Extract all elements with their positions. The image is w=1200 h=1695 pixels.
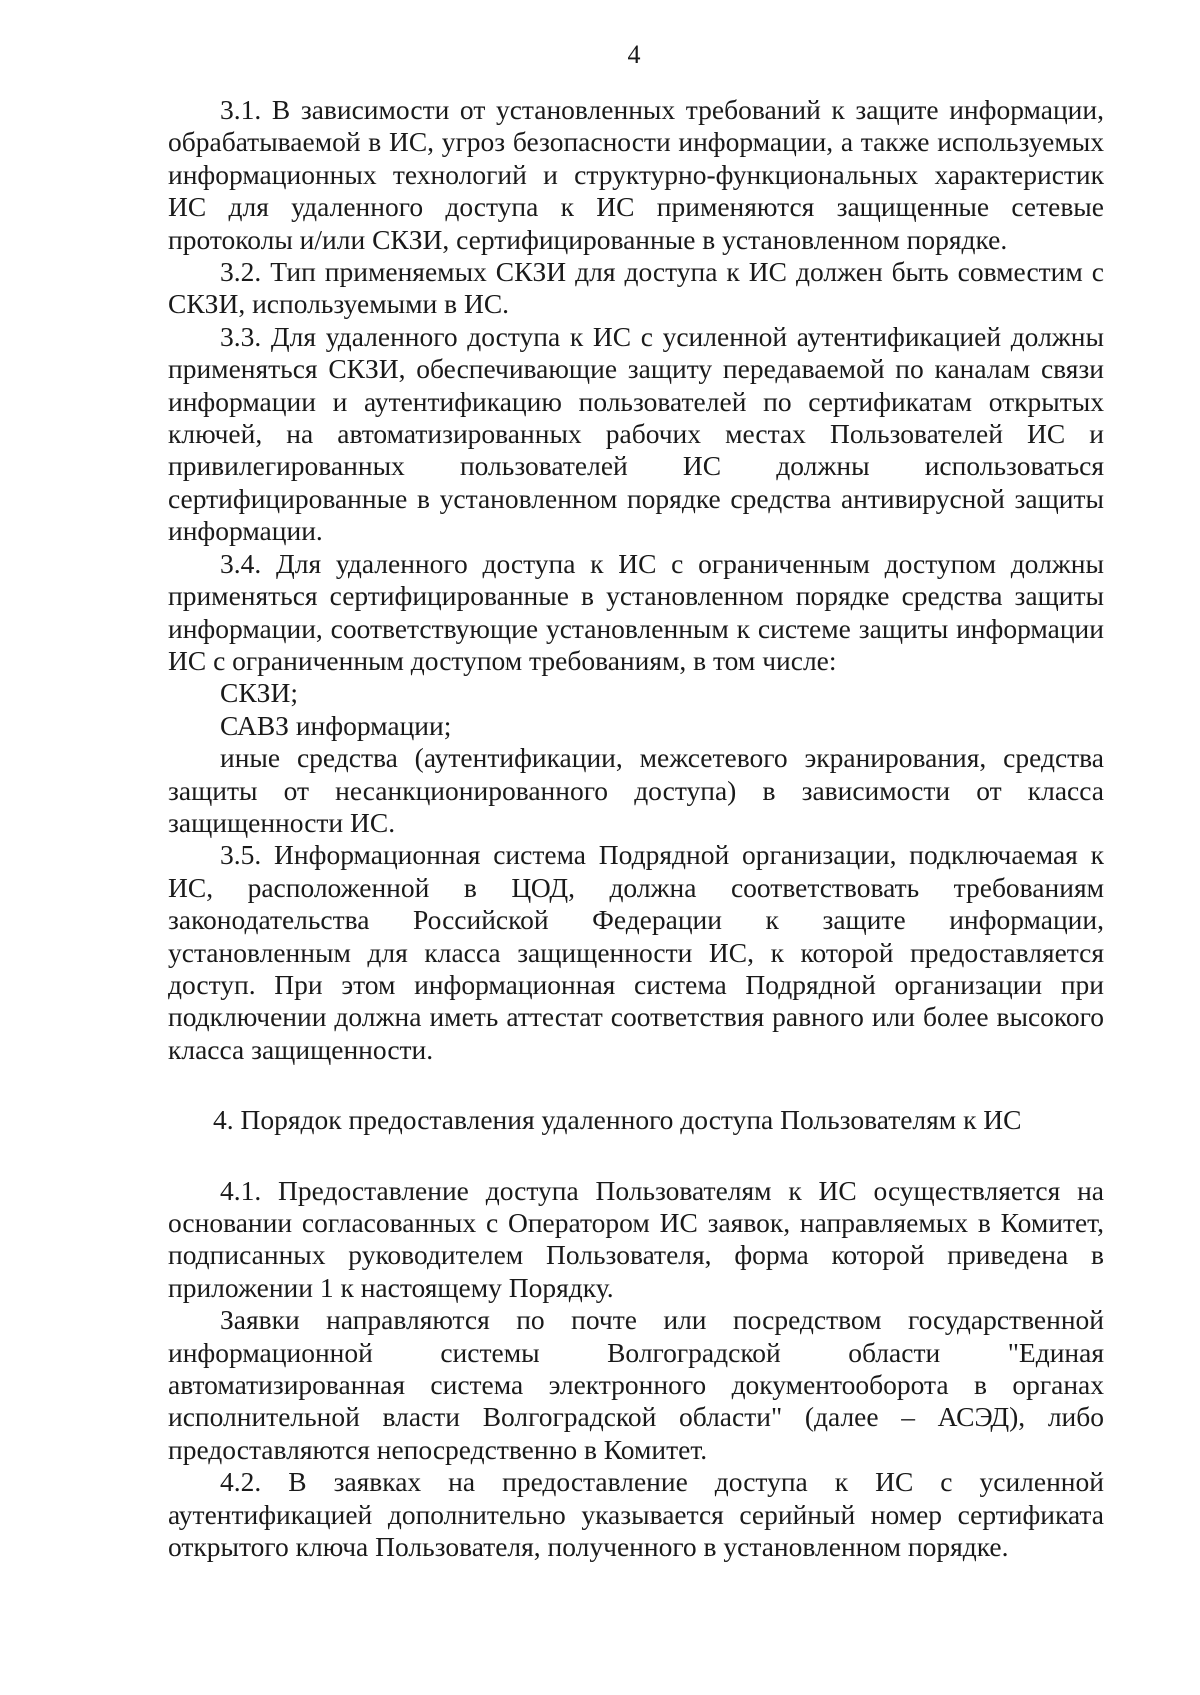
- paragraph-4-1: 4.1. Предоставление доступа Пользователям к ИС осуществляется на основании согласованных с Оператором ИС заявок, направляемых в Комитет, подписанных руководителем Пользователя, форма которой приведена в приложении 1 к настоящему Порядку.: [168, 1174, 1104, 1303]
- page-number: 4: [627, 40, 641, 69]
- paragraph-3-2: 3.2. Тип применяемых СКЗИ для доступа к ИС должен быть совместим с СКЗИ, используемыми в ИС.: [168, 256, 1104, 320]
- paragraph-3-3: 3.3. Для удаленного доступа к ИС с усиленной аутентификацией должны применяться СКЗИ, обеспечивающие защиту передаваемой по каналам связи информации и аутентификацию пользователей по сертификатам открытых ключей, на автоматизированных рабочих местах Пользователей ИС и привилегированных пользователей ИС должны использоваться сертифицированные в установленном порядке средства антивирусной защиты информации.: [168, 320, 1104, 547]
- paragraph-4-1-requests: Заявки направляются по почте или посредством государственной информационной системы Волгоградской области "Единая автоматизированная система электронного документооборота в органах исполнительной власти Волгоградской области" (далее – АСЭД), либо предоставляются непосредственно в Комитет.: [168, 1304, 1104, 1465]
- paragraph-3-1: 3.1. В зависимости от установленных требований к защите информации, обрабатываемой в ИС, угроз безопасности информации, а также используемых информационных технологий и структурно-функциональных характеристик ИС для удаленного доступа к ИС применяются защищенные сетевые протоколы и/или СКЗИ, сертифицированные в установленном порядке.: [168, 94, 1104, 255]
- list-item-skzi: СКЗИ;: [220, 677, 298, 709]
- list-item-other-means: иные средства (аутентификации, межсетевого экранирования, средства защиты от несанкционированного доступа) в зависимости от класса защищенности ИС.: [168, 742, 1104, 838]
- document-body: [168, 94, 1104, 1563]
- list-item-savz: САВЗ информации;: [220, 709, 452, 741]
- section-4-heading: 4. Порядок предоставления удаленного доступа Пользователям к ИС: [213, 1104, 1022, 1136]
- paragraph-3-5: 3.5. Информационная система Подрядной организации, подключаемая к ИС, расположенной в ЦОД, должна соответствовать требованиям законодательства Российской Федерации к защите информации, установленным для класса защищенности ИС, к которой предоставляется доступ. При этом информационная система Подрядной организации при подключении должна иметь аттестат соответствия равного или более высокого класса защищенности.: [168, 839, 1104, 1065]
- paragraph-3-4: 3.4. Для удаленного доступа к ИС с ограниченным доступом должны применяться сертифицированные в установленном порядке средства защиты информации, соответствующие установленным к системе защиты информации ИС с ограниченным доступом требованиям, в том числе:: [168, 547, 1104, 676]
- paragraph-4-2: 4.2. В заявках на предоставление доступа к ИС с усиленной аутентификацией дополнительно указывается серийный номер сертификата открытого ключа Пользователя, полученного в установленном порядке.: [168, 1466, 1104, 1563]
